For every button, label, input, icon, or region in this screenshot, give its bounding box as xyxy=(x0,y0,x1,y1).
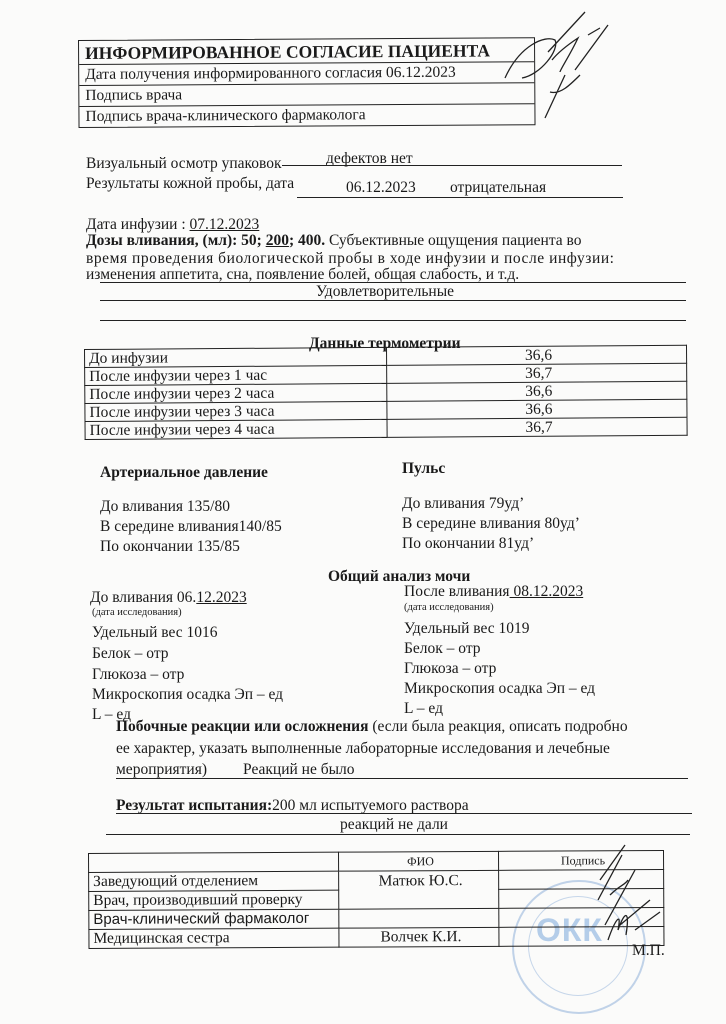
table-row: После инфузии через 2 часа 36,6 xyxy=(85,381,687,403)
thermometry-table xyxy=(84,345,688,440)
side-effects-line-1: Побочные реакции или осложнения (если была реакция, описать подробно xyxy=(116,718,628,735)
seal-stamp-icon: ОКК xyxy=(512,880,646,1014)
subjective-line-3: изменения аппетита, сна, появление болей, общая слабость, и т.д. xyxy=(86,266,520,283)
infusion-date: Дата инфузии : 07.12.2023 xyxy=(86,216,260,233)
dose-selected: 200 xyxy=(265,232,289,249)
header-fio: ФИО xyxy=(338,851,498,871)
thermometry-title: Данные термометрии xyxy=(309,335,461,352)
skin-test-date: 06.12.2023 xyxy=(346,179,416,196)
consent-title: ИНФОРМИРОВАННОЕ СОГЛАСИЕ ПАЦИЕНТА xyxy=(85,40,491,63)
urinalysis-title: Общий анализ мочи xyxy=(328,568,471,585)
pulse-title: Пульс xyxy=(402,460,446,477)
table-row: Врач, производивший проверку xyxy=(89,888,664,910)
signature-table xyxy=(88,850,664,949)
urine-before-item: Глюкоза – отр xyxy=(92,666,185,683)
blood-pressure-title: Артериальное давление xyxy=(100,464,268,481)
urine-after-item: Белок – отр xyxy=(404,640,481,657)
skin-test-result: отрицательная xyxy=(450,179,547,196)
skin-test-label: Результаты кожной пробы, дата xyxy=(86,175,295,192)
side-effects-line-3: мероприятия) Реакций не было xyxy=(116,761,355,778)
doctor-signature-row: Подпись врача xyxy=(79,82,534,106)
urine-after-item: Микроскопия осадка Эп – ед xyxy=(404,680,596,697)
urine-after-item: Удельный вес 1019 xyxy=(404,620,530,637)
result-value-2: реакций не дали xyxy=(340,816,448,833)
table-row: После инфузии через 1 час 36,7 xyxy=(85,363,687,385)
pulse-middle: В середине вливания 80уд’ xyxy=(402,515,580,532)
urine-after-item: L – ед xyxy=(404,700,443,717)
table-row: После инфузии через 3 часа 36,6 xyxy=(85,399,687,421)
visual-inspection-value: дефектов нет xyxy=(326,150,413,167)
table-row: Заведующий отделением Матюк Ю.С. xyxy=(89,869,664,891)
subjective-line-2: время проведения биологической пробы в ходе инфузии и после инфузии: xyxy=(86,250,615,267)
pharmacologist-signature-row: Подпись врача-клинического фармаколога xyxy=(79,103,534,127)
table-row: После инфузии через 4 часа 36,7 xyxy=(85,417,687,439)
table-row: Врач-клинический фармаколог xyxy=(89,907,664,929)
urine-after-date: После вливания 08.12.2023 xyxy=(404,583,584,600)
bp-middle: В середине вливания140/85 xyxy=(100,518,282,535)
pulse-after: По окончании 81уд’ xyxy=(402,535,535,552)
urine-before-item: Удельный вес 1016 xyxy=(92,624,218,641)
side-effects-line-2: ее характер, указать выполненные лабораторные исследования и лечебные xyxy=(116,740,610,757)
result-line-1: Результат испытания:200 мл испытуемого раствора xyxy=(116,797,469,814)
infusion-date-value: 07.12.2023 xyxy=(189,216,260,233)
seal-label: М.П. xyxy=(632,942,665,959)
table-row: Медицинская сестра Волчек К.И. xyxy=(89,926,664,948)
table-row: До инфузии 36,6 xyxy=(85,345,687,367)
urine-after-item: Глюкоза – отр xyxy=(404,660,497,677)
consent-table xyxy=(78,37,536,128)
urine-before-item: Белок – отр xyxy=(92,645,169,662)
pulse-before: До вливания 79уд’ xyxy=(402,495,525,512)
bp-after: По окончании 135/85 xyxy=(100,538,240,555)
consent-date-row: Дата получения информированного согласия 06.12.2023 xyxy=(79,61,534,85)
urine-before-date: До вливания 06.12.2023 xyxy=(90,589,247,606)
header-sign: Подпись xyxy=(498,850,663,870)
subjective-value: Удовлетворительные xyxy=(316,283,454,300)
urine-before-item: L – ед xyxy=(92,706,131,723)
bp-before: До вливания 135/80 xyxy=(100,498,230,515)
side-effects-value: Реакций не было xyxy=(243,761,355,778)
urine-after-date-caption: (дата исследования) xyxy=(404,602,494,613)
urine-before-item: Микроскопия осадка Эп – ед xyxy=(92,686,284,703)
doses-line: Дозы вливания, (мл): 50; 200; 400. Субъективные ощущения пациента во xyxy=(86,232,582,249)
urine-before-date-caption: (дата исследования) xyxy=(92,607,182,618)
visual-inspection-label: Визуальный осмотр упаковок xyxy=(86,155,282,172)
